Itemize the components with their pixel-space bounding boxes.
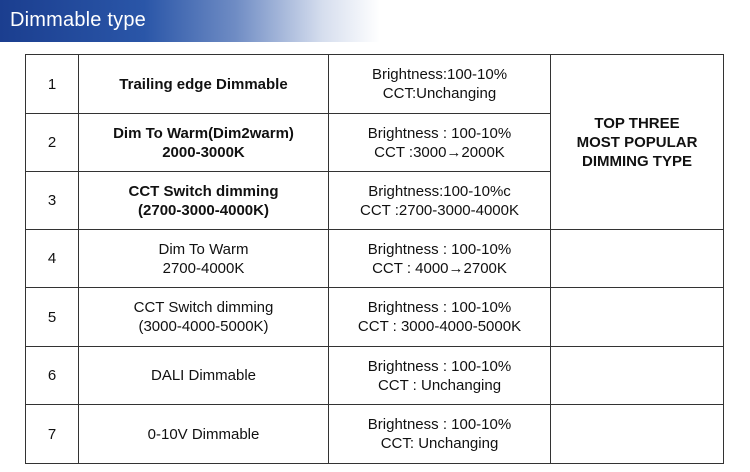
cct-spec: CCT : 4000→2700K	[372, 259, 507, 277]
dimming-spec	[329, 55, 551, 114]
brightness-spec: Brightness : 100-10%	[367, 299, 512, 316]
cct-spec: CCT : Unchanging	[377, 376, 502, 394]
brightness-spec: Brightness:100-10%	[371, 66, 508, 83]
dimming-type-line: (2700-3000-4000K)	[138, 201, 269, 219]
table-row	[26, 230, 724, 288]
row-number: 7	[26, 405, 79, 464]
cct-spec: CCT :3000→2000K	[374, 143, 505, 161]
dimming-type-line: 0-10V Dimmable	[147, 425, 260, 443]
dimming-type	[79, 405, 329, 464]
title-banner	[0, 0, 380, 42]
cct-spec: CCT: Unchanging	[380, 435, 499, 452]
dimming-type-line: DALI Dimmable	[150, 367, 257, 384]
row-number: 3	[26, 172, 79, 230]
dimming-spec	[329, 172, 551, 230]
dimming-type	[79, 114, 329, 172]
top-three-note	[551, 55, 724, 230]
empty-cell	[551, 288, 724, 347]
brightness-spec: Brightness : 100-10%	[367, 357, 512, 375]
row-number: 4	[26, 230, 79, 288]
cct-spec: CCT :2700-3000-4000K	[360, 201, 519, 219]
empty-cell	[551, 230, 724, 288]
dimming-type	[79, 230, 329, 288]
dimming-type-line: 2000-3000K	[162, 143, 245, 161]
dimming-type-table	[25, 54, 724, 464]
table-row	[26, 405, 724, 464]
dimming-type-line: Dim To Warm(Dim2warm)	[113, 124, 294, 142]
brightness-spec: Brightness : 100-10%	[367, 240, 512, 258]
top-three-line: MOST POPULAR	[576, 133, 698, 151]
dimming-type	[79, 347, 329, 405]
brightness-spec: Brightness : 100-10%	[367, 416, 512, 433]
dimming-type	[79, 288, 329, 347]
dimming-type-line: Dim To Warm	[158, 240, 249, 258]
dimming-type-line: (3000-4000-5000K)	[138, 318, 269, 335]
dimming-spec	[329, 347, 551, 405]
top-three-line: DIMMING TYPE	[581, 152, 692, 170]
empty-cell	[551, 347, 724, 405]
dimming-spec	[329, 230, 551, 288]
page-title: Dimmable type	[10, 9, 146, 31]
dimming-type-line: CCT Switch dimming	[128, 182, 279, 200]
row-number: 5	[26, 288, 79, 347]
row-number: 6	[26, 347, 79, 405]
dimming-type-line: CCT Switch dimming	[133, 299, 274, 316]
dimming-type	[79, 55, 329, 114]
cct-spec: CCT : 3000-4000-5000K	[357, 318, 522, 335]
row-number: 2	[26, 114, 79, 172]
table-row	[26, 288, 724, 347]
dimming-spec	[329, 288, 551, 347]
cct-spec: CCT:Unchanging	[382, 85, 497, 102]
dimming-spec	[329, 114, 551, 172]
dimming-type	[79, 172, 329, 230]
table-row	[26, 347, 724, 405]
brightness-spec: Brightness:100-10%c	[368, 182, 511, 200]
brightness-spec: Brightness : 100-10%	[367, 124, 512, 142]
dimming-type-line: Trailing edge Dimmable	[119, 75, 288, 93]
dimming-type-line: 2700-4000K	[162, 259, 245, 277]
top-three-line: TOP THREE	[594, 114, 680, 132]
empty-cell	[551, 405, 724, 464]
dimming-spec	[329, 405, 551, 464]
row-number: 1	[26, 55, 79, 114]
table-row	[26, 55, 724, 114]
